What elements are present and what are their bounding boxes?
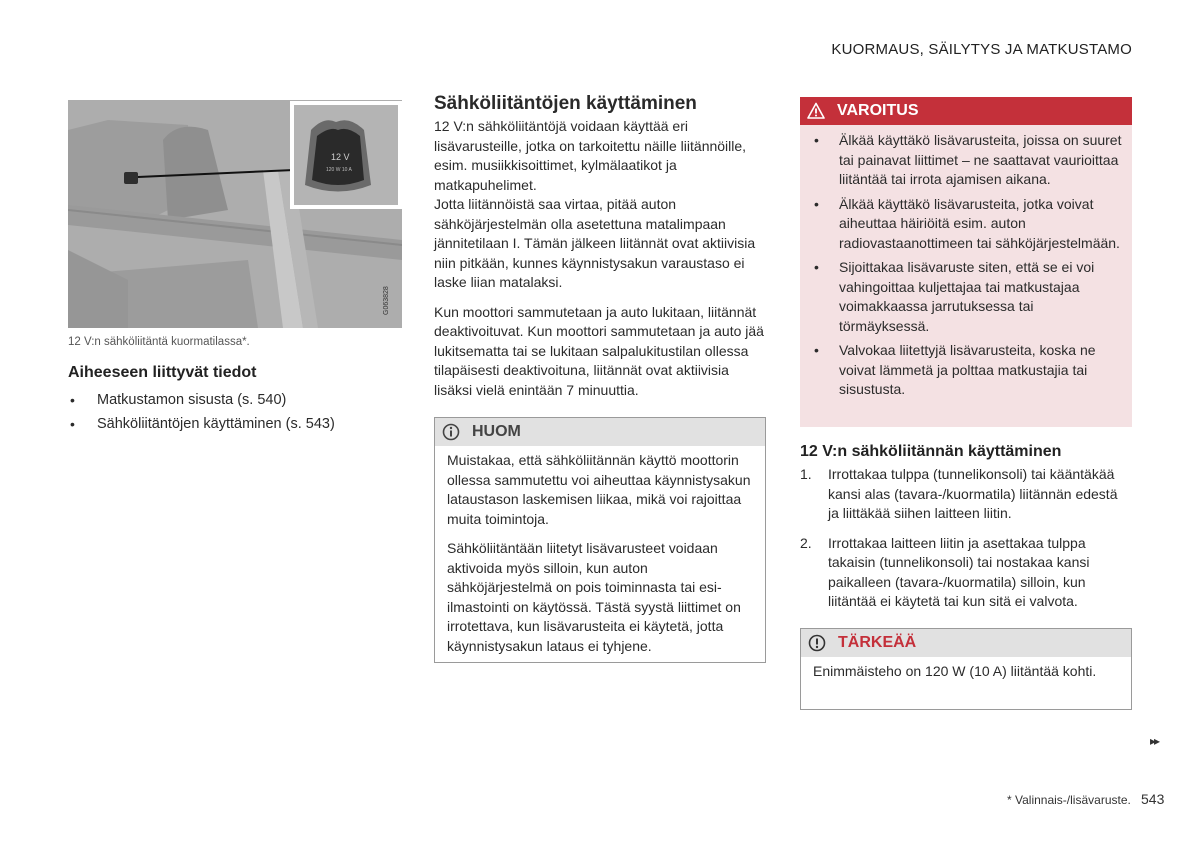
warning-item: • Älkää käyttäkö lisävarusteita, joissa on suuret tai painavat liittimet – ne saattavat vaurioittaa liitäntää tai irrota ajamisen aikana. [811, 131, 1122, 190]
section-title: Sähköliitäntöjen käyttäminen [434, 93, 697, 114]
warning-item: • Älkää käyttäkö lisävarusteita, jotka voivat aiheuttaa häiriöitä esim. auton radiovastaanottimeen tai sähköjärjestelmään. [811, 195, 1122, 254]
step-text: Irrottakaa tulppa (tunnelikonsoli) tai kääntäkää kansi alas (tavara-/kuormatila) liitännän edestä ja liittäkää siihen laitteen liitin. [828, 466, 1118, 521]
paragraph: Jotta liitännöistä saa virtaa, pitää auton sähköjärjestelmän olla asetettuna matalimpaan jännitetilaan I. Tämän jälkeen liitännät ovat aktiivisia niin pitkään, kunnes käynnistysakun varaustaso ei laske liian matalaksi. [434, 196, 756, 290]
warning-item: • Sijoittakaa lisävaruste siten, että se ei voi vahingoittaa kuljettajaa tai matkustajaa voimakkaassa jarrutuksessa tai törmäyksessä. [811, 258, 1122, 336]
usage-step [800, 465, 1132, 524]
note-paragraph: Sähköliitäntään liitetyt lisävarusteet voidaan aktivoida myös silloin, kun auton sähköjärjestelmä on pois toiminnasta tai esi-ilmastointi on käytössä. Tästä syystä liittimet on irrotettava, kun lisävarusteita ei käytetä, jotta käynnistysakun lataus ei tyhjene. [447, 540, 741, 654]
step-number: 2. [800, 534, 812, 551]
usage-step [800, 534, 1132, 612]
step-number: 1. [800, 466, 812, 482]
important-box [800, 628, 1132, 710]
related-link[interactable]: • Sähköliitäntöjen käyttäminen (s. 543) [68, 414, 402, 434]
warning-triangle-icon [807, 102, 825, 120]
related-title: Aiheeseen liittyvät tiedot [68, 364, 257, 381]
exclamation-circle-icon [808, 634, 826, 652]
page-number: 543 [1141, 791, 1165, 807]
warning-title: VAROITUS [837, 102, 919, 119]
inset-label-rating: 120 W 10 A [326, 167, 352, 173]
important-header [801, 629, 1131, 657]
important-title: TÄRKEÄÄ [838, 634, 917, 651]
figure-caption: 12 V:n sähköliitäntä kuormatilassa*. [68, 336, 250, 348]
trunk-socket-photo [68, 100, 402, 328]
related-topics [68, 364, 402, 438]
warning-box [800, 97, 1132, 427]
note-header [435, 418, 765, 446]
note-title: HUOM [472, 423, 521, 440]
usage-title: 12 V:n sähköliitännän käyttäminen [800, 443, 1062, 460]
important-text: Enimmäisteho on 120 W (10 A) liitäntää kohti. [813, 663, 1097, 679]
note-box [434, 417, 766, 663]
usage-section [800, 443, 1132, 622]
section-header: KUORMAUS, SÄILYTYS JA MATKUSTAMO [831, 41, 1132, 58]
info-icon [442, 423, 460, 441]
intro-paragraph: 12 V:n sähköliitäntöjä voidaan käyttää eri lisävarusteille, jotka on tarkoitettu näille liitännöille, esim. musiikkisoittimet, kylmälaatikot ja matkapuhelimet. [434, 118, 747, 193]
step-text: Irrottakaa laitteen liitin ja asettakaa tulppa takaisin (tunnelikonsoli) tai nostakaa kansi paikalleen (tavara-/kuormatila) silloin, kun liitäntää ei käytetä tai kun sitä ei valvota. [828, 534, 1090, 609]
continue-marker: ▸▸ [1150, 734, 1159, 748]
related-link[interactable]: • Matkustamon sisusta (s. 540) [68, 390, 402, 410]
paragraph: Kun moottori sammutetaan ja auto lukitaan, liitännät deaktivoituvat. Kun moottori sammutetaan ja auto jää lukitsematta tai se lukitaan salpalukitustilan ollessa tilapäisesti deaktivoituna, liitännät ovat aktiivisia lisäksi vielä enintään 7 minuuttia. [434, 303, 764, 398]
figure-code: G063828 [383, 286, 390, 315]
inset-label-12v: 12 V [331, 152, 350, 162]
note-paragraph: Muistakaa, että sähköliitännän käyttö moottorin ollessa sammutettu voi aiheuttaa käynnistysakun lataustason laskemisen liikaa, mikä voi rajoittaa muita toimintoja. [447, 452, 751, 527]
warning-header [800, 97, 1132, 125]
main-section [434, 93, 766, 410]
warning-item: • Valvokaa liitettyjä lisävarusteita, koska ne voivat lämmetä ja polttaa matkustajia tai sisustusta. [811, 341, 1122, 400]
footnote: * Valinnais-/lisävaruste. [1007, 793, 1131, 807]
